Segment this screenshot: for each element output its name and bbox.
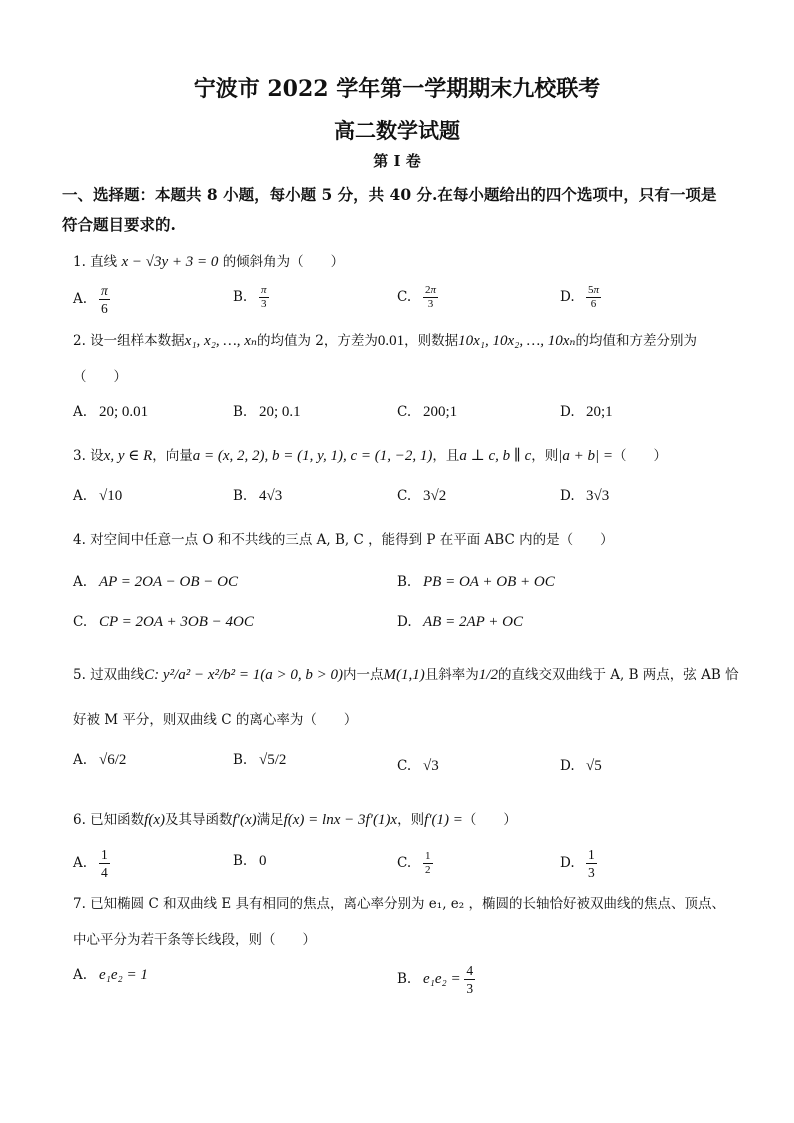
question-3: 3. 设x, y ∈ R，向量a = (x, 2, 2), b = (1, y, 1), c = (1, −2, 1)，且a ⊥ c, b ∥ c，则|a + b| =（ ） [73, 448, 667, 464]
section-heading: 一、选择题：本题共 8 小题，每小题 5 分，共 40 分.在每小题给出的四个选项中，只有一项是 符合题目要求的. [62, 185, 717, 234]
q2-option-a: A. 20; 0.01 [73, 404, 149, 420]
question-5: 5. 过双曲线C: y²/a² − x²/b² = 1(a > 0, b > 0)内一点M(1,1)且斜率为1/2的直线交双曲线于 A, B 两点，弦 AB 恰 [73, 667, 739, 683]
q5-option-b: B. √5/2 [233, 752, 287, 768]
q4-option-b: B. PB = OA + OB + OC [397, 574, 555, 590]
exam-title: 宁波市 2022 学年第一学期期末九校联考 [193, 76, 601, 102]
q6-option-c: C. $\frac{1}{2}$ [397, 850, 431, 876]
q3-option-b: B. 4√3 [233, 488, 283, 504]
q5-option-c: C. √3 [397, 758, 439, 774]
q5-option-d: D. √5 [560, 758, 602, 774]
q4-option-a: A. AP = 2OA − OB − OC [73, 574, 238, 590]
q2-option-c: C. 200;1 [397, 404, 458, 420]
q6-option-a: A. $\frac{1}{4}$ [73, 847, 108, 880]
q1-option-c: C. $\frac{2\pi}{3}$ [397, 284, 437, 310]
q3-vectors: a = (x, 2, 2), b = (1, y, 1), c = (1, −2, 1) [192, 448, 433, 464]
volume-label: 第 I 卷 [373, 152, 421, 170]
q1-option-a: A. $\frac{\pi}{6}$ [73, 283, 108, 316]
q3-option-d: D. 3√3 [560, 488, 610, 504]
question-6: 6. 已知函数f(x)及其导函数f′(x)满足f(x) = lnx − 3f′(1)x，则f′(1) =（ ） [73, 812, 517, 828]
q3-option-c: C. 3√2 [397, 488, 447, 504]
exam-subtitle: 高二数学试题 [334, 118, 460, 143]
q2-option-d: D. 20;1 [560, 404, 613, 420]
q4-option-d: D. AB = 2AP + OC [397, 614, 523, 630]
question-2: 2. 设一组样本数据x₁, x₂, …, xₙ的均值为 2，方差为0.01，则数据10x₁, 10x₂, …, 10xₙ的均值和方差分别为 [73, 333, 697, 349]
q5-option-a: A. √6/2 [73, 752, 127, 768]
q6-option-d: D. $\frac{1}{3}$ [560, 847, 595, 880]
q5-hyperbola: C: y²/a² − x²/b² = 1(a > 0, b > 0) [144, 667, 344, 683]
q1-equation: x − √3y + 3 = 0 [121, 254, 219, 270]
q2-option-b: B. 20; 0.1 [233, 404, 301, 420]
q1-option-b: B. $\frac{\pi}{3}$ [233, 284, 267, 310]
q7-option-b: B. e₁e₂ = $\frac{4}{3}$ [397, 963, 474, 996]
question-5-line2: 好被 M 平分，则双曲线 C 的离心率为（ ） [73, 712, 358, 728]
question-4: 4. 对空间中任意一点 O 和不共线的三点 A, B, C ，能得到 P 在平面 ABC 内的是（ ） [73, 532, 614, 548]
q6-option-b: B. 0 [233, 853, 267, 869]
q1-option-d: D. $\frac{5\pi}{6}$ [560, 284, 600, 310]
q4-option-c: C. CP = 2OA + 3OB − 4OC [73, 614, 254, 630]
question-1: 1. 直线 x − √3y + 3 = 0 的倾斜角为（ ） [73, 254, 345, 270]
question-2-paren: （ ） [73, 369, 127, 385]
q3-option-a: A. √10 [73, 488, 123, 504]
question-7-line2: 中心平分为若干条等长线段，则（ ） [73, 932, 316, 948]
q7-option-a: A. e₁e₂ = 1 [73, 967, 148, 983]
question-7: 7. 已知椭圆 C 和双曲线 E 具有相同的焦点，离心率分别为 e₁, e₂ ，椭圆的长轴恰好被双曲线的焦点、顶点、 [73, 896, 725, 912]
